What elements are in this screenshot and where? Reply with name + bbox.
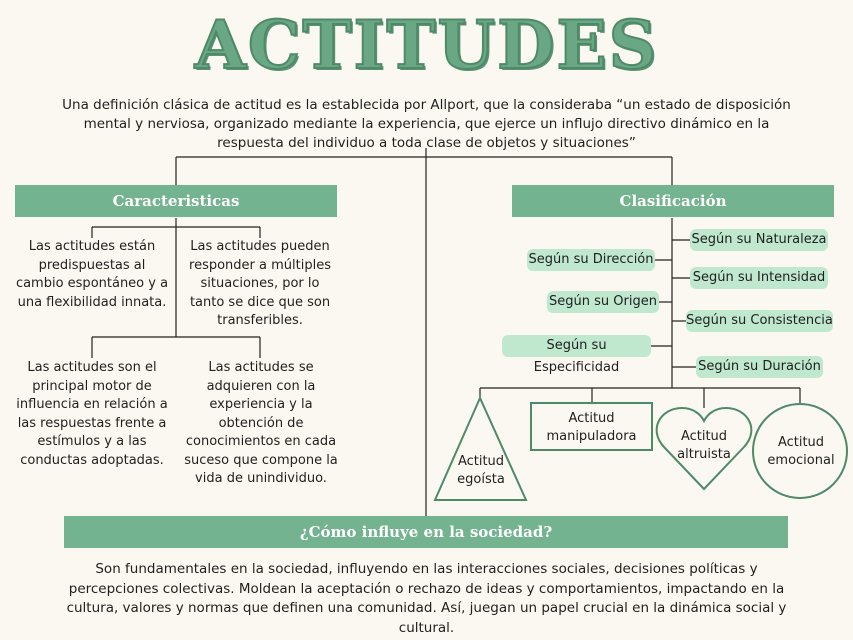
criterion-pill: Según su Naturaleza [690,229,828,251]
sociedad-paragraph: Son fundamentales en la sociedad, influyendo en las interacciones sociales, decisiones políticas y percepciones colectivas. Moldean la aceptación o rechazo de ideas y comportamientos, impactando en la cultura, valores y normas que definen una comunidad. Así, juegan un papel crucial en la dinámica social y cultural. [66,561,787,636]
caracteristica-item: Las actitudes pueden responder a múltiples situaciones, por lo tanto se dice que son transferibles. [189,239,331,328]
criterion-pill: Según su Origen [547,291,659,313]
type-label: Actitud altruista [677,429,731,462]
criterion-pill: Según su Intensidad [690,267,828,289]
type-label: Actitud emocional [767,435,835,468]
page-title: ACTITUDES [194,6,659,84]
caracteristica-item: Las actitudes están predispuestas al cambio espontáneo y a una flexibilidad innata. [15,239,169,310]
clasificacion-heading: Clasificación [512,185,834,217]
type-label: Actitud egoísta [457,454,505,487]
intro-paragraph: Una definición clásica de actitud es la establecida por Allport, que la consideraba “un estado de disposición mental y nerviosa, organizado mediante la experiencia, que ejerce un influjo directivo dinámico en la respuesta del individuo a toda clase de objetos y situaciones” [62,97,791,151]
criterion-pill: Según su Dirección [527,249,655,271]
sociedad-heading: ¿Cómo influye en la sociedad? [64,516,788,548]
criterion-pill: Según su Duración [696,356,823,378]
caracteristica-item: Las actitudes son el principal motor de influencia en relación a las respuestas frente a estímulos y a las conductas adoptadas. [16,360,168,468]
criterion-pill: Según su Consistencia [686,310,833,332]
criterion-pill: Según su Especificidad [502,335,651,357]
type-label: Actitud manipuladora [546,411,637,444]
caracteristicas-heading: Caracteristicas [15,185,337,217]
caracteristica-item: Las actitudes se adquieren con la experiencia y la obtención de conocimientos en cada suceso que compone la vida de unindividuo. [184,360,338,486]
